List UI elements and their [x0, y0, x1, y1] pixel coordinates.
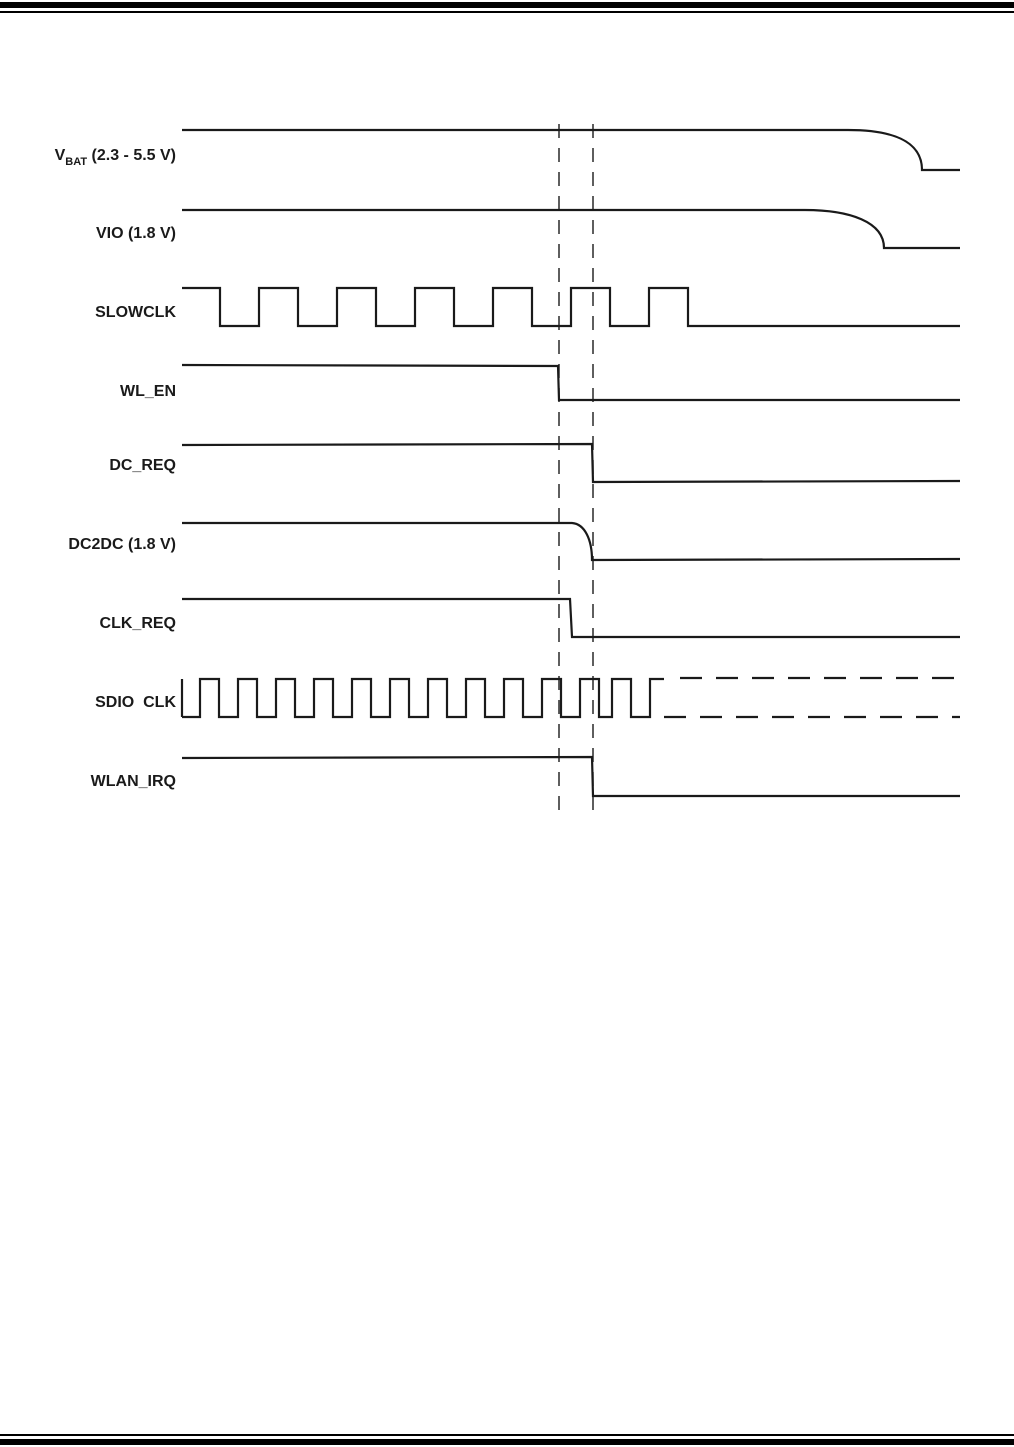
signal-label-sdio-clk: SDIO CLK	[95, 694, 176, 711]
waveform-dc2dc	[182, 523, 960, 560]
footer-rule	[0, 1434, 1014, 1445]
waveform-vbat	[182, 130, 960, 170]
signal-label-clk-req: CLK_REQ	[99, 615, 176, 632]
signal-label-slowclk: SLOWCLK	[95, 304, 176, 321]
waveform-wl-en	[182, 365, 960, 400]
signal-label-vbat: $V_{BAT}$ (2.3 - 5.5 V)	[54, 147, 176, 168]
waveform-sdio-clk	[182, 679, 664, 717]
waveform-wlan-irq	[182, 757, 960, 796]
waveform-slowclk	[182, 288, 960, 326]
signal-label-wl-en: WL_EN	[120, 383, 176, 400]
waveform-dc-req	[182, 444, 960, 482]
waveform-clk-req	[182, 599, 960, 637]
signal-label-dc2dc: DC2DC (1.8 V)	[68, 536, 176, 553]
signal-label-wlan-irq: WLAN_IRQ	[90, 773, 176, 790]
signal-label-dc-req: DC_REQ	[109, 457, 176, 474]
header-rule	[0, 2, 1014, 13]
signal-label-vio: VIO (1.8 V)	[95, 225, 176, 242]
waveform-vio	[182, 210, 960, 248]
